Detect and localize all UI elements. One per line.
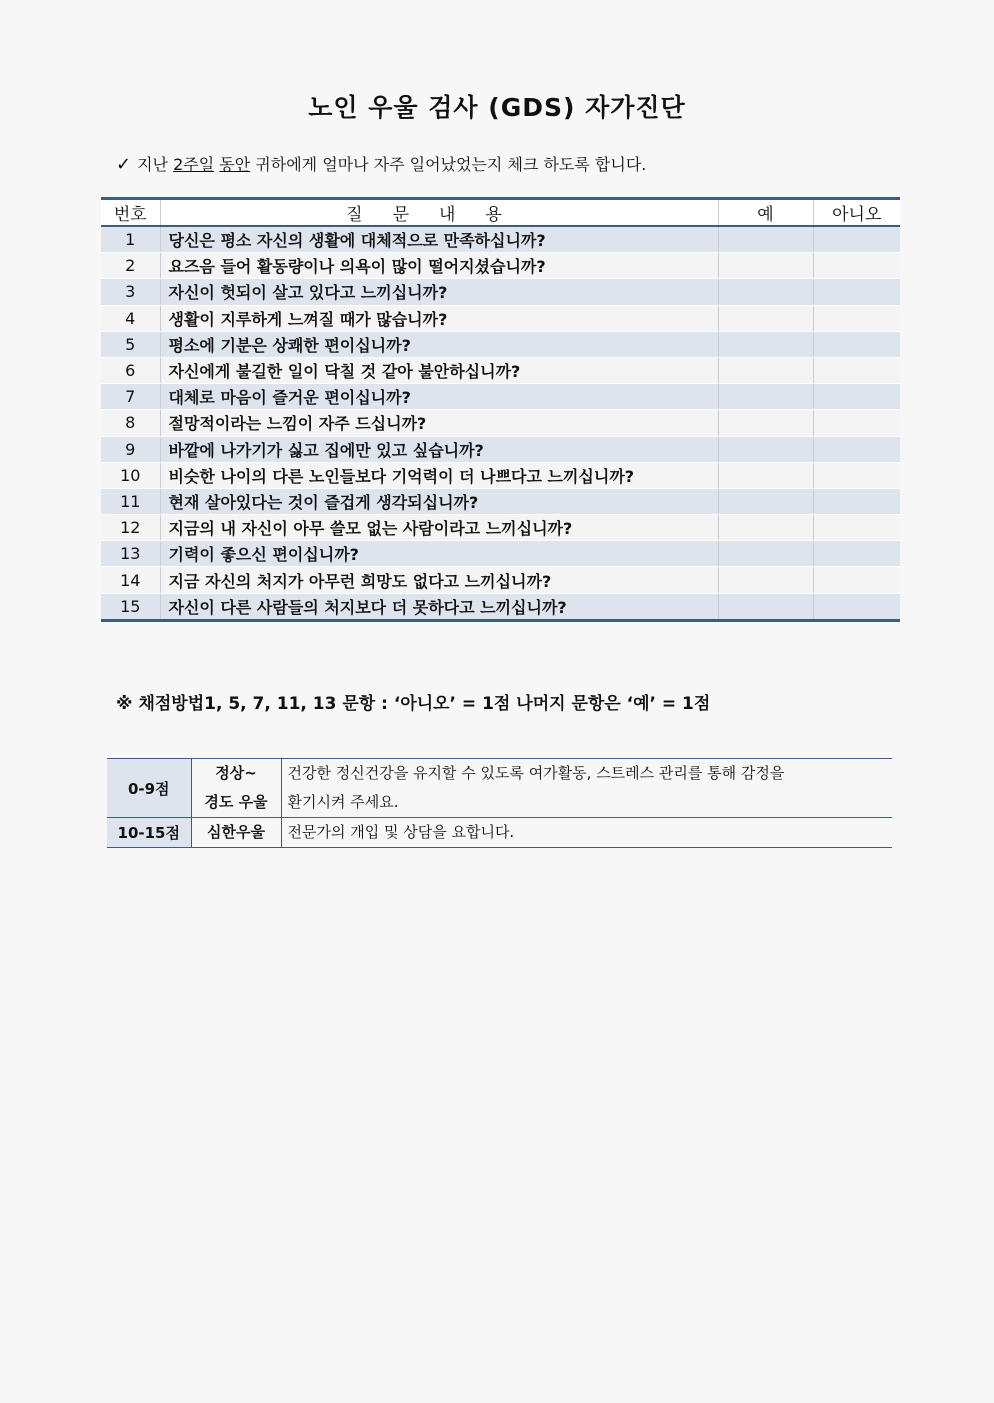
answer-yes-cell[interactable] [718, 357, 813, 383]
table-row [101, 567, 900, 593]
question-text: 현재 살아있다는 것이 즐겁게 생각되십니까? [160, 488, 718, 514]
question-text: 비슷한 나이의 다른 노인들보다 기억력이 더 나쁘다고 느끼십니까? [160, 462, 718, 488]
question-number: 15 [101, 593, 160, 620]
instruction-period-during: 동안 [219, 155, 251, 174]
answer-yes-cell[interactable] [718, 488, 813, 514]
table-row [101, 436, 900, 462]
table-row [101, 593, 900, 620]
table-row [101, 253, 900, 279]
table-row [101, 410, 900, 436]
question-text: 바깥에 나가기가 싫고 집에만 있고 싶습니까? [160, 436, 718, 462]
answer-no-cell[interactable] [813, 462, 900, 488]
answer-no-cell[interactable] [813, 515, 900, 541]
table-row [101, 541, 900, 567]
question-text: 자신에게 불길한 일이 닥칠 것 같아 불안하십니까? [160, 357, 718, 383]
answer-no-cell[interactable] [813, 410, 900, 436]
question-number: 9 [101, 436, 160, 462]
question-number: 5 [101, 331, 160, 357]
answer-yes-cell[interactable] [718, 515, 813, 541]
question-number: 3 [101, 279, 160, 305]
result-category-line1: 정상~ [215, 764, 257, 782]
table-row [101, 515, 900, 541]
page-title: 노인 우울 검사 (GDS) 자가진단 [308, 93, 686, 122]
question-text: 기력이 좋으신 편이십니까? [160, 541, 718, 567]
instruction-after: 귀하에게 얼마나 자주 일어났었는지 체크 하도록 합니다. [250, 155, 647, 174]
answer-yes-cell[interactable] [718, 253, 813, 279]
gds-question-table [101, 197, 900, 622]
question-number: 2 [101, 253, 160, 279]
result-table [107, 758, 892, 848]
result-category [191, 759, 281, 818]
question-number: 7 [101, 384, 160, 410]
question-number: 12 [101, 515, 160, 541]
answer-no-cell[interactable] [813, 384, 900, 410]
table-row [101, 357, 900, 383]
question-text: 요즈음 들어 활동량이나 의욕이 많이 떨어지셨습니까? [160, 253, 718, 279]
question-text: 자신이 헛되이 살고 있다고 느끼십니까? [160, 279, 718, 305]
result-score: 10-15점 [107, 818, 191, 848]
question-text: 절망적이라는 느낌이 자주 드십니까? [160, 410, 718, 436]
result-category-line2: 경도 우울 [204, 793, 268, 811]
answer-no-cell[interactable] [813, 357, 900, 383]
question-text: 당신은 평소 자신의 생활에 대체적으로 만족하십니까? [160, 226, 718, 253]
answer-no-cell[interactable] [813, 593, 900, 620]
check-icon: ✓ [116, 154, 132, 175]
table-header-row [101, 199, 900, 227]
question-number: 1 [101, 226, 160, 253]
answer-yes-cell[interactable] [718, 279, 813, 305]
table-row [101, 279, 900, 305]
result-description [281, 759, 892, 818]
question-number: 14 [101, 567, 160, 593]
answer-yes-cell[interactable] [718, 567, 813, 593]
question-number: 10 [101, 462, 160, 488]
answer-no-cell[interactable] [813, 226, 900, 253]
answer-yes-cell[interactable] [718, 410, 813, 436]
table-row [101, 226, 900, 253]
question-number: 4 [101, 305, 160, 331]
question-number: 8 [101, 410, 160, 436]
answer-no-cell[interactable] [813, 488, 900, 514]
instruction-before: 지난 [137, 155, 174, 174]
result-category: 심한우울 [191, 818, 281, 848]
instruction-text [116, 152, 646, 175]
answer-yes-cell[interactable] [718, 462, 813, 488]
answer-no-cell[interactable] [813, 541, 900, 567]
answer-no-cell[interactable] [813, 279, 900, 305]
table-row [101, 488, 900, 514]
result-description-line2: 환기시켜 주세요. [287, 793, 399, 811]
question-text: 자신이 다른 사람들의 처지보다 더 못하다고 느끼십니까? [160, 593, 718, 620]
table-row [101, 331, 900, 357]
question-text: 대체로 마음이 즐거운 편이십니까? [160, 384, 718, 410]
question-number: 13 [101, 541, 160, 567]
answer-no-cell[interactable] [813, 331, 900, 357]
result-row [107, 818, 892, 848]
question-text: 평소에 기분은 상쾌한 편이십니까? [160, 331, 718, 357]
answer-yes-cell[interactable] [718, 593, 813, 620]
answer-yes-cell[interactable] [718, 541, 813, 567]
answer-yes-cell[interactable] [718, 226, 813, 253]
answer-yes-cell[interactable] [718, 305, 813, 331]
instruction-period-weeks: 2주일 [173, 155, 215, 174]
question-number: 11 [101, 488, 160, 514]
result-description-line1: 건강한 정신건강을 유지할 수 있도록 여가활동, 스트레스 관리를 통해 감정을 [287, 764, 785, 782]
table-row [101, 462, 900, 488]
question-text: 지금의 내 자신이 아무 쓸모 없는 사람이라고 느끼십니까? [160, 515, 718, 541]
answer-no-cell[interactable] [813, 436, 900, 462]
answer-no-cell[interactable] [813, 305, 900, 331]
header-question: 질문내용 [160, 199, 718, 227]
table-row [101, 384, 900, 410]
answer-no-cell[interactable] [813, 253, 900, 279]
header-yes: 예 [718, 199, 813, 227]
result-description: 전문가의 개입 및 상담을 요합니다. [281, 818, 892, 848]
answer-yes-cell[interactable] [718, 436, 813, 462]
header-number: 번호 [101, 199, 160, 227]
question-number: 6 [101, 357, 160, 383]
answer-yes-cell[interactable] [718, 384, 813, 410]
header-no: 아니오 [813, 199, 900, 227]
answer-no-cell[interactable] [813, 567, 900, 593]
scoring-method: ※ 채점방법1, 5, 7, 11, 13 문항 : ‘아니오’ = 1점 나머지 문항은 ‘예’ = 1점 [116, 694, 711, 714]
result-score: 0-9점 [107, 759, 191, 818]
question-text: 생활이 지루하게 느껴질 때가 많습니까? [160, 305, 718, 331]
question-text: 지금 자신의 처지가 아무런 희망도 없다고 느끼십니까? [160, 567, 718, 593]
table-row [101, 305, 900, 331]
answer-yes-cell[interactable] [718, 331, 813, 357]
result-row [107, 759, 892, 818]
